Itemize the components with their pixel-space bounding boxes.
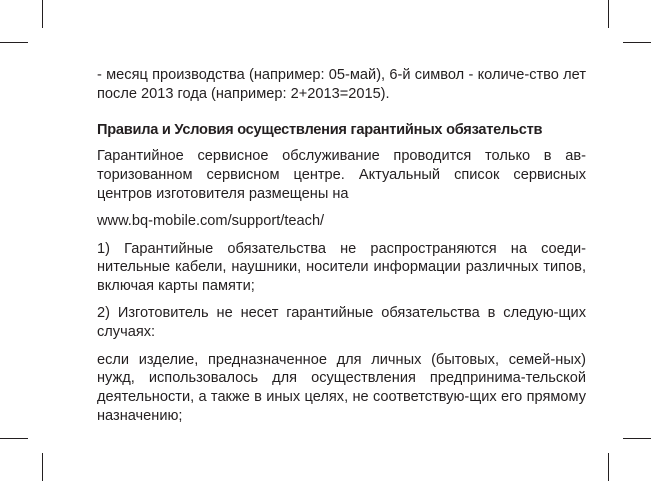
crop-mark-bottom-right-vertical [608, 453, 609, 481]
crop-mark-bottom-right-horizontal [623, 438, 651, 439]
intro-paragraph: - месяц производства (например: 05-май), 6-й символ - количе-ство лет после 2013 года (например: 2+2013=2015). [97, 67, 586, 102]
crop-mark-top-left-horizontal [0, 42, 28, 43]
crop-mark-bottom-left-horizontal [0, 438, 28, 439]
clause-1-paragraph: 1) Гарантийные обязательства не распространяются на соеди-нительные кабели, наушники, носители информации различных типов, включая карты памяти; [97, 240, 586, 295]
crop-mark-top-right-horizontal [623, 42, 651, 43]
section-heading: Правила и Условия осуществления гарантийных обязательств [97, 121, 543, 138]
clause-2-item-paragraph: если изделие, предназначенное для личных (бытовых, семей-ных) нужд, использовалось для осуществления предпринима-тельской деятельности, а также в иных целях, не соответствую-щих его прямому назначению; [97, 351, 586, 424]
service-paragraph: Гарантийное сервисное обслуживание проводится только в ав-торизованном сервисном центре. Актуальный список сервисных центров изготовителя размещены на [97, 148, 586, 202]
crop-mark-top-left-vertical [42, 0, 43, 28]
document-page [97, 66, 586, 434]
crop-mark-top-right-vertical [608, 0, 609, 28]
crop-mark-bottom-left-vertical [42, 453, 43, 481]
clause-2-paragraph: 2) Изготовитель не несет гарантийные обязательства в следую-щих случаях: [97, 305, 586, 341]
service-url-link[interactable]: www.bq-mobile.com/support/teach/ [97, 213, 325, 230]
